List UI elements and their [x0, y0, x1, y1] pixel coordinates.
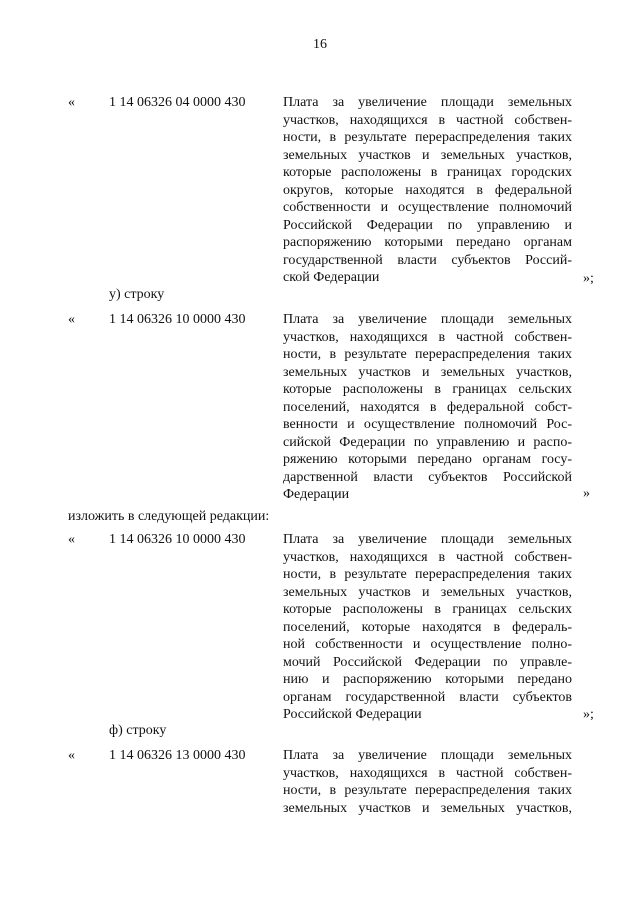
instruction-f-stroku: ф) строку	[109, 723, 167, 738]
description-line: земельных участков и земельных участков,	[283, 800, 572, 816]
description-line: участков, находящихся в частной собствен-	[283, 765, 572, 781]
description-line: земельных участков и земельных участков,	[283, 147, 572, 163]
open-quote: «	[68, 312, 75, 327]
description-line: распоряжению которыми передано органам	[283, 235, 572, 250]
open-quote: «	[68, 532, 75, 547]
entry-description	[283, 747, 572, 817]
close-quote: »;	[583, 707, 594, 722]
budget-code: 1 14 06326 04 0000 430	[109, 95, 246, 110]
budget-code: 1 14 06326 10 0000 430	[109, 532, 246, 547]
description-line: дарственной власти субъектов Российской	[283, 469, 572, 485]
description-line: Федерации	[283, 487, 350, 502]
description-line: ной собственности и осуществление полно-	[283, 637, 572, 652]
description-line: округов, которые находятся в федеральной	[283, 182, 572, 198]
budget-code: 1 14 06326 13 0000 430	[109, 748, 246, 763]
entry-description	[283, 311, 572, 504]
description-line: которые расположены в границах городских	[283, 165, 572, 180]
instruction-izlozhit: изложить в следующей редакции:	[68, 509, 270, 524]
page-number: 16	[313, 37, 327, 52]
description-line: ности, в результате перераспределения таких	[283, 783, 572, 798]
description-line: Российской Федерации	[283, 707, 422, 722]
description-line: которые расположены в границах сельских	[283, 602, 572, 617]
description-line: ской Федерации	[283, 270, 380, 285]
description-line: мочий Российской Федерации по управле-	[283, 654, 572, 670]
open-quote: «	[68, 748, 75, 763]
description-line: ности, в результате перераспределения таких	[283, 347, 572, 362]
description-line: участков, находящихся в частной собствен-	[283, 112, 572, 128]
description-line: участков, находящихся в частной собствен-	[283, 329, 572, 345]
description-line: участков, находящихся в частной собствен-	[283, 549, 572, 565]
budget-code: 1 14 06326 10 0000 430	[109, 312, 246, 327]
description-line: которые расположены в границах сельских	[283, 382, 572, 397]
description-line: поселений, которые находятся в федераль-	[283, 619, 572, 635]
description-line: поселений, находятся в федеральной собст-	[283, 399, 572, 415]
description-line: земельных участков и земельных участков,	[283, 584, 572, 600]
close-quote: »	[583, 486, 590, 501]
description-line: Плата за увеличение площади земельных	[283, 532, 572, 547]
description-line: Плата за увеличение площади земельных	[283, 95, 572, 110]
description-line: Плата за увеличение площади земельных	[283, 312, 572, 327]
description-line: собственности и осуществление полномочий	[283, 200, 572, 215]
close-quote: »;	[583, 271, 594, 286]
description-line: органам государственной власти субъектов	[283, 689, 572, 705]
entry-description	[283, 94, 572, 287]
instruction-u-stroku: у) строку	[109, 287, 165, 302]
description-line: ности, в результате перераспределения таких	[283, 567, 572, 582]
description-line: нию и распоряжению которыми передано	[283, 672, 572, 687]
entry-description	[283, 531, 572, 724]
description-line: Плата за увеличение площади земельных	[283, 748, 572, 763]
description-line: венности и осуществление полномочий Рос-	[283, 417, 572, 432]
open-quote: «	[68, 95, 75, 110]
description-line: ряжению которыми передано органам госу-	[283, 452, 572, 467]
description-line: сийской Федерации по управлению и распо-	[283, 434, 572, 450]
description-line: Российской Федерации по управлению и	[283, 217, 572, 233]
description-line: ности, в результате перераспределения таких	[283, 130, 572, 145]
description-line: земельных участков и земельных участков,	[283, 364, 572, 380]
description-line: государственной власти субъектов Россий-	[283, 252, 572, 268]
